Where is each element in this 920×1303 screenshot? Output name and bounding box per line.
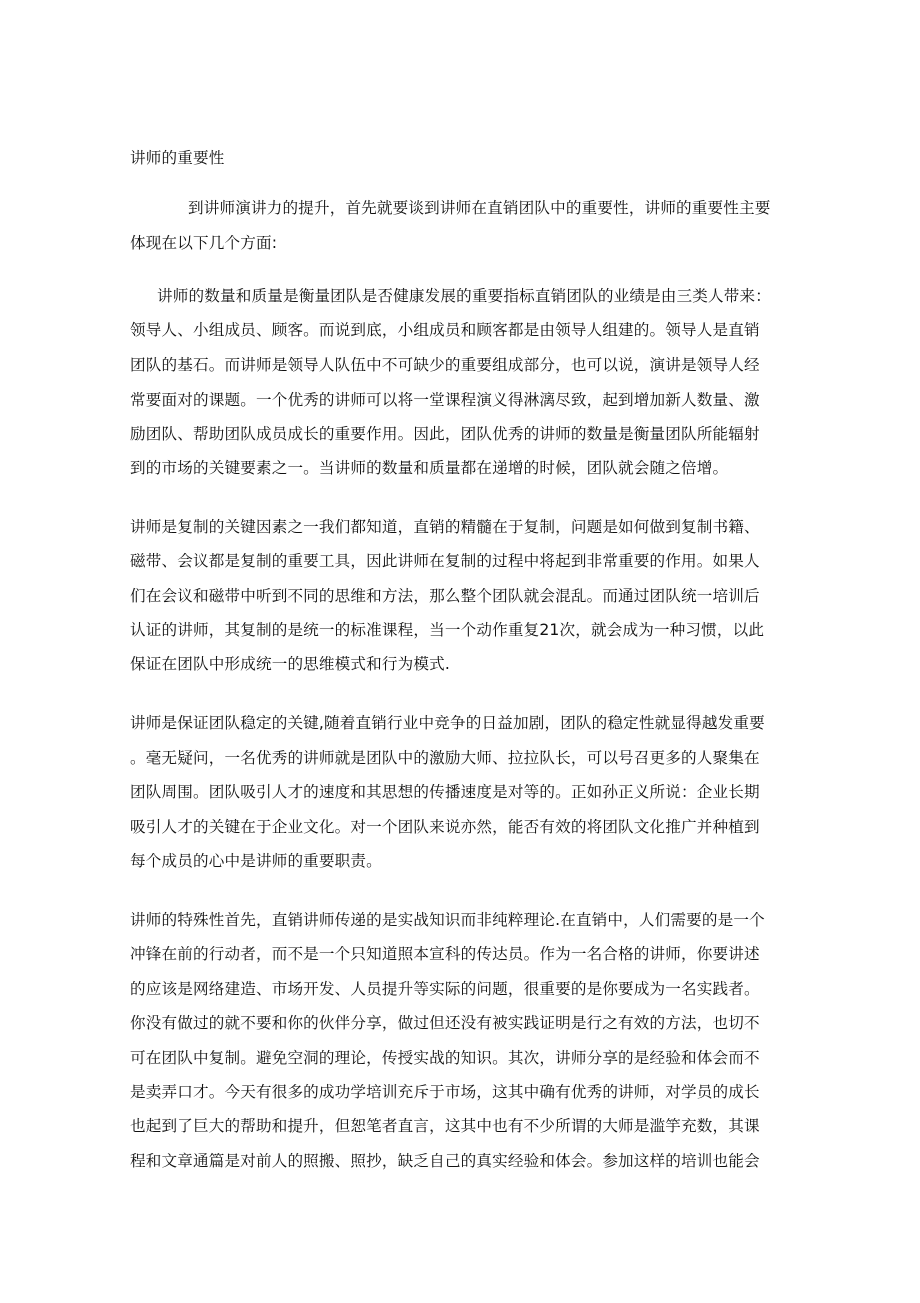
paragraph-4-line-1: 讲师是保证团队稳定的关键,随着直销行业中竞争的日益加剧，团队的稳定性就显得越发重要 — [130, 714, 765, 732]
paragraph-1-line-1: 到讲师演讲力的提升，首先就要谈到讲师在直销团队中的重要性，讲师的重要性主要 — [188, 199, 771, 217]
paragraph-2-line-1: 讲师的数量和质量是衡量团队是否健康发展的重要指标直销团队的业绩是由三类人带来： — [157, 287, 772, 305]
paragraph-4-line-4: 吸引人才的关键在于企业文化。对一个团队来说亦然，能否有效的将团队文化推广并种植到 — [130, 818, 760, 836]
paragraph-5-line-2: 冲锋在前的行动者，而不是一个只知道照本宣科的传达员。作为一名合格的讲师，你要讲述 — [130, 945, 760, 963]
paragraph-3-line-2: 磁带、会议都是复制的重要工具，因此讲师在复制的过程中将起到非常重要的作用。如果人 — [130, 552, 760, 570]
document-title: 讲师的重要性 — [130, 149, 225, 167]
paragraph-3-line-3: 们在会议和磁带中听到不同的思维和方法，那么整个团队就会混乱。而通过团队统一培训后 — [130, 587, 760, 605]
paragraph-3-line-5: 保证在团队中形成统一的思维模式和行为模式. — [130, 655, 450, 673]
paragraph-4-line-3: 团队周围。团队吸引人才的速度和其思想的传播速度是对等的。正如孙正义所说：企业长期 — [130, 783, 760, 801]
paragraph-4-line-5: 每个成员的心中是讲师的重要职责。 — [130, 852, 382, 870]
paragraph-2-line-3: 团队的基石。而讲师是领导人队伍中不可缺少的重要组成部分，也可以说，演讲是领导人经 — [130, 356, 760, 374]
paragraph-2-line-5: 励团队、帮助团队成员成长的重要作用。因此，团队优秀的讲师的数量是衡量团队所能辐射 — [130, 425, 760, 443]
paragraph-3-line-4: 认证的讲师，其复制的是统一的标准课程，当一个动作重复21次，就会成为一种习惯，以此 — [130, 621, 765, 639]
paragraph-5-line-8: 程和文章通篇是对前人的照搬、照抄，缺乏自己的真实经验和体会。参加这样的培训也能会 — [130, 1152, 760, 1170]
paragraph-4-line-2: 。毫无疑问，一名优秀的讲师就是团队中的激励大师、拉拉队长，可以号召更多的人聚集在 — [130, 749, 760, 767]
paragraph-3-line-1: 讲师是复制的关键因素之一我们都知道，直销的精髓在于复制，问题是如何做到复制书籍、 — [130, 518, 760, 536]
paragraph-5-line-1: 讲师的特殊性首先，直销讲师传递的是实战知识而非纯粹理论.在直销中，人们需要的是一个 — [130, 911, 765, 929]
paragraph-1-line-2: 体现在以下几个方面: — [130, 234, 278, 252]
paragraph-5-line-7: 也起到了巨大的帮助和提升，但恕笔者直言，这其中也有不少所谓的大师是滥竽充数，其课 — [130, 1117, 760, 1135]
paragraph-2-line-6: 到的市场的关键要素之一。当讲师的数量和质量都在递增的时候，团队就会随之倍增。 — [130, 459, 729, 477]
paragraph-5-line-6: 是卖弄口才。今天有很多的成功学培训充斥于市场，这其中确有优秀的讲师，对学员的成长 — [130, 1083, 760, 1101]
paragraph-2-line-4: 常要面对的课题。一个优秀的讲师可以将一堂课程演义得淋漓尽致，起到增加新人数量、激 — [130, 391, 760, 409]
paragraph-5-line-5: 可在团队中复制。避免空洞的理论，传授实战的知识。其次，讲师分享的是经验和体会而不 — [130, 1049, 760, 1067]
paragraph-5-line-3: 的应该是网络建造、市场开发、人员提升等实际的问题，很重要的是你要成为一名实践者。 — [130, 980, 760, 998]
paragraph-5-line-4: 你没有做过的就不要和你的伙伴分享，做过但还没有被实践证明是行之有效的方法，也切不 — [130, 1014, 760, 1032]
paragraph-2-line-2: 领导人、小组成员、顾客。而说到底，小组成员和顾客都是由领导人组建的。领导人是直销 — [130, 321, 760, 339]
